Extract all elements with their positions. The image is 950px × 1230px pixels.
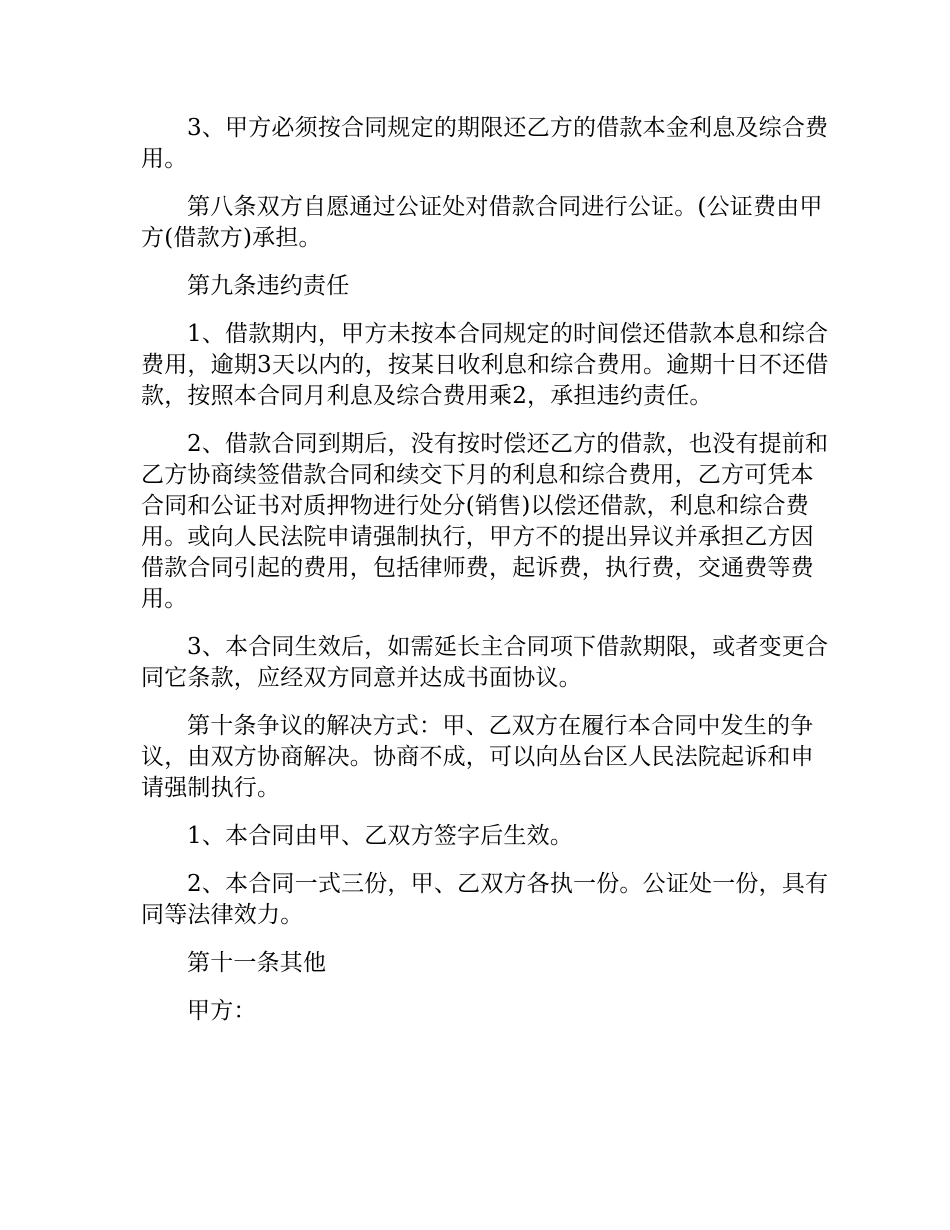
article-9-item-1: 1、借款期内，甲方未按本合同规定的时间偿还借款本息和综合费用，逾期3天以内的，按某日收利息和综合费用。逾期十日不还借款，按照本合同月利息及综合费用乘2，承担违约责任。 xyxy=(141,321,829,409)
article-9-item-3: 3、本合同生效后，如需延长主合同项下借款期限，或者变更合同它条款，应经双方同意并达成书面协议。 xyxy=(141,634,829,691)
article-10-item-1: 1、本合同由甲、乙双方签字后生效。 xyxy=(187,823,574,849)
article-10-item-2: 2、本合同一式三份，甲、乙双方各执一份。公证处一份，具有同等法律效力。 xyxy=(141,871,829,928)
party-a-signature-label: 甲方： xyxy=(187,998,257,1024)
clause-7-item-3: 3、甲方必须按合同规定的期限还乙方的借款本金利息及综合费用。 xyxy=(141,115,829,172)
article-9-item-2: 2、借款合同到期后，没有按时偿还乙方的借款，也没有提前和乙方协商续签借款合同和续交下月的利息和综合费用，乙方可凭本合同和公证书对质押物进行处分(销售)以偿还借款，利息和综合费用。或向人民法院申请强制执行，甲方不的提出异议并承担乙方因借款合同引起的费用，包括律师费，起诉费，执行费，交通费等费用。 xyxy=(141,431,829,612)
article-11-heading: 第十一条其他 xyxy=(187,950,327,976)
article-9-heading: 第九条违约责任 xyxy=(187,273,350,299)
article-8-notarization: 第八条双方自愿通过公证处对借款合同进行公证。(公证费由甲方(借款方)承担。 xyxy=(141,194,823,251)
document-body xyxy=(141,113,831,1044)
article-10-dispute-resolution: 第十条争议的解决方式：甲、乙双方在履行本合同中发生的争议，由双方协商解决。协商不成，可以向丛台区人民法院起诉和申请强制执行。 xyxy=(141,713,814,801)
